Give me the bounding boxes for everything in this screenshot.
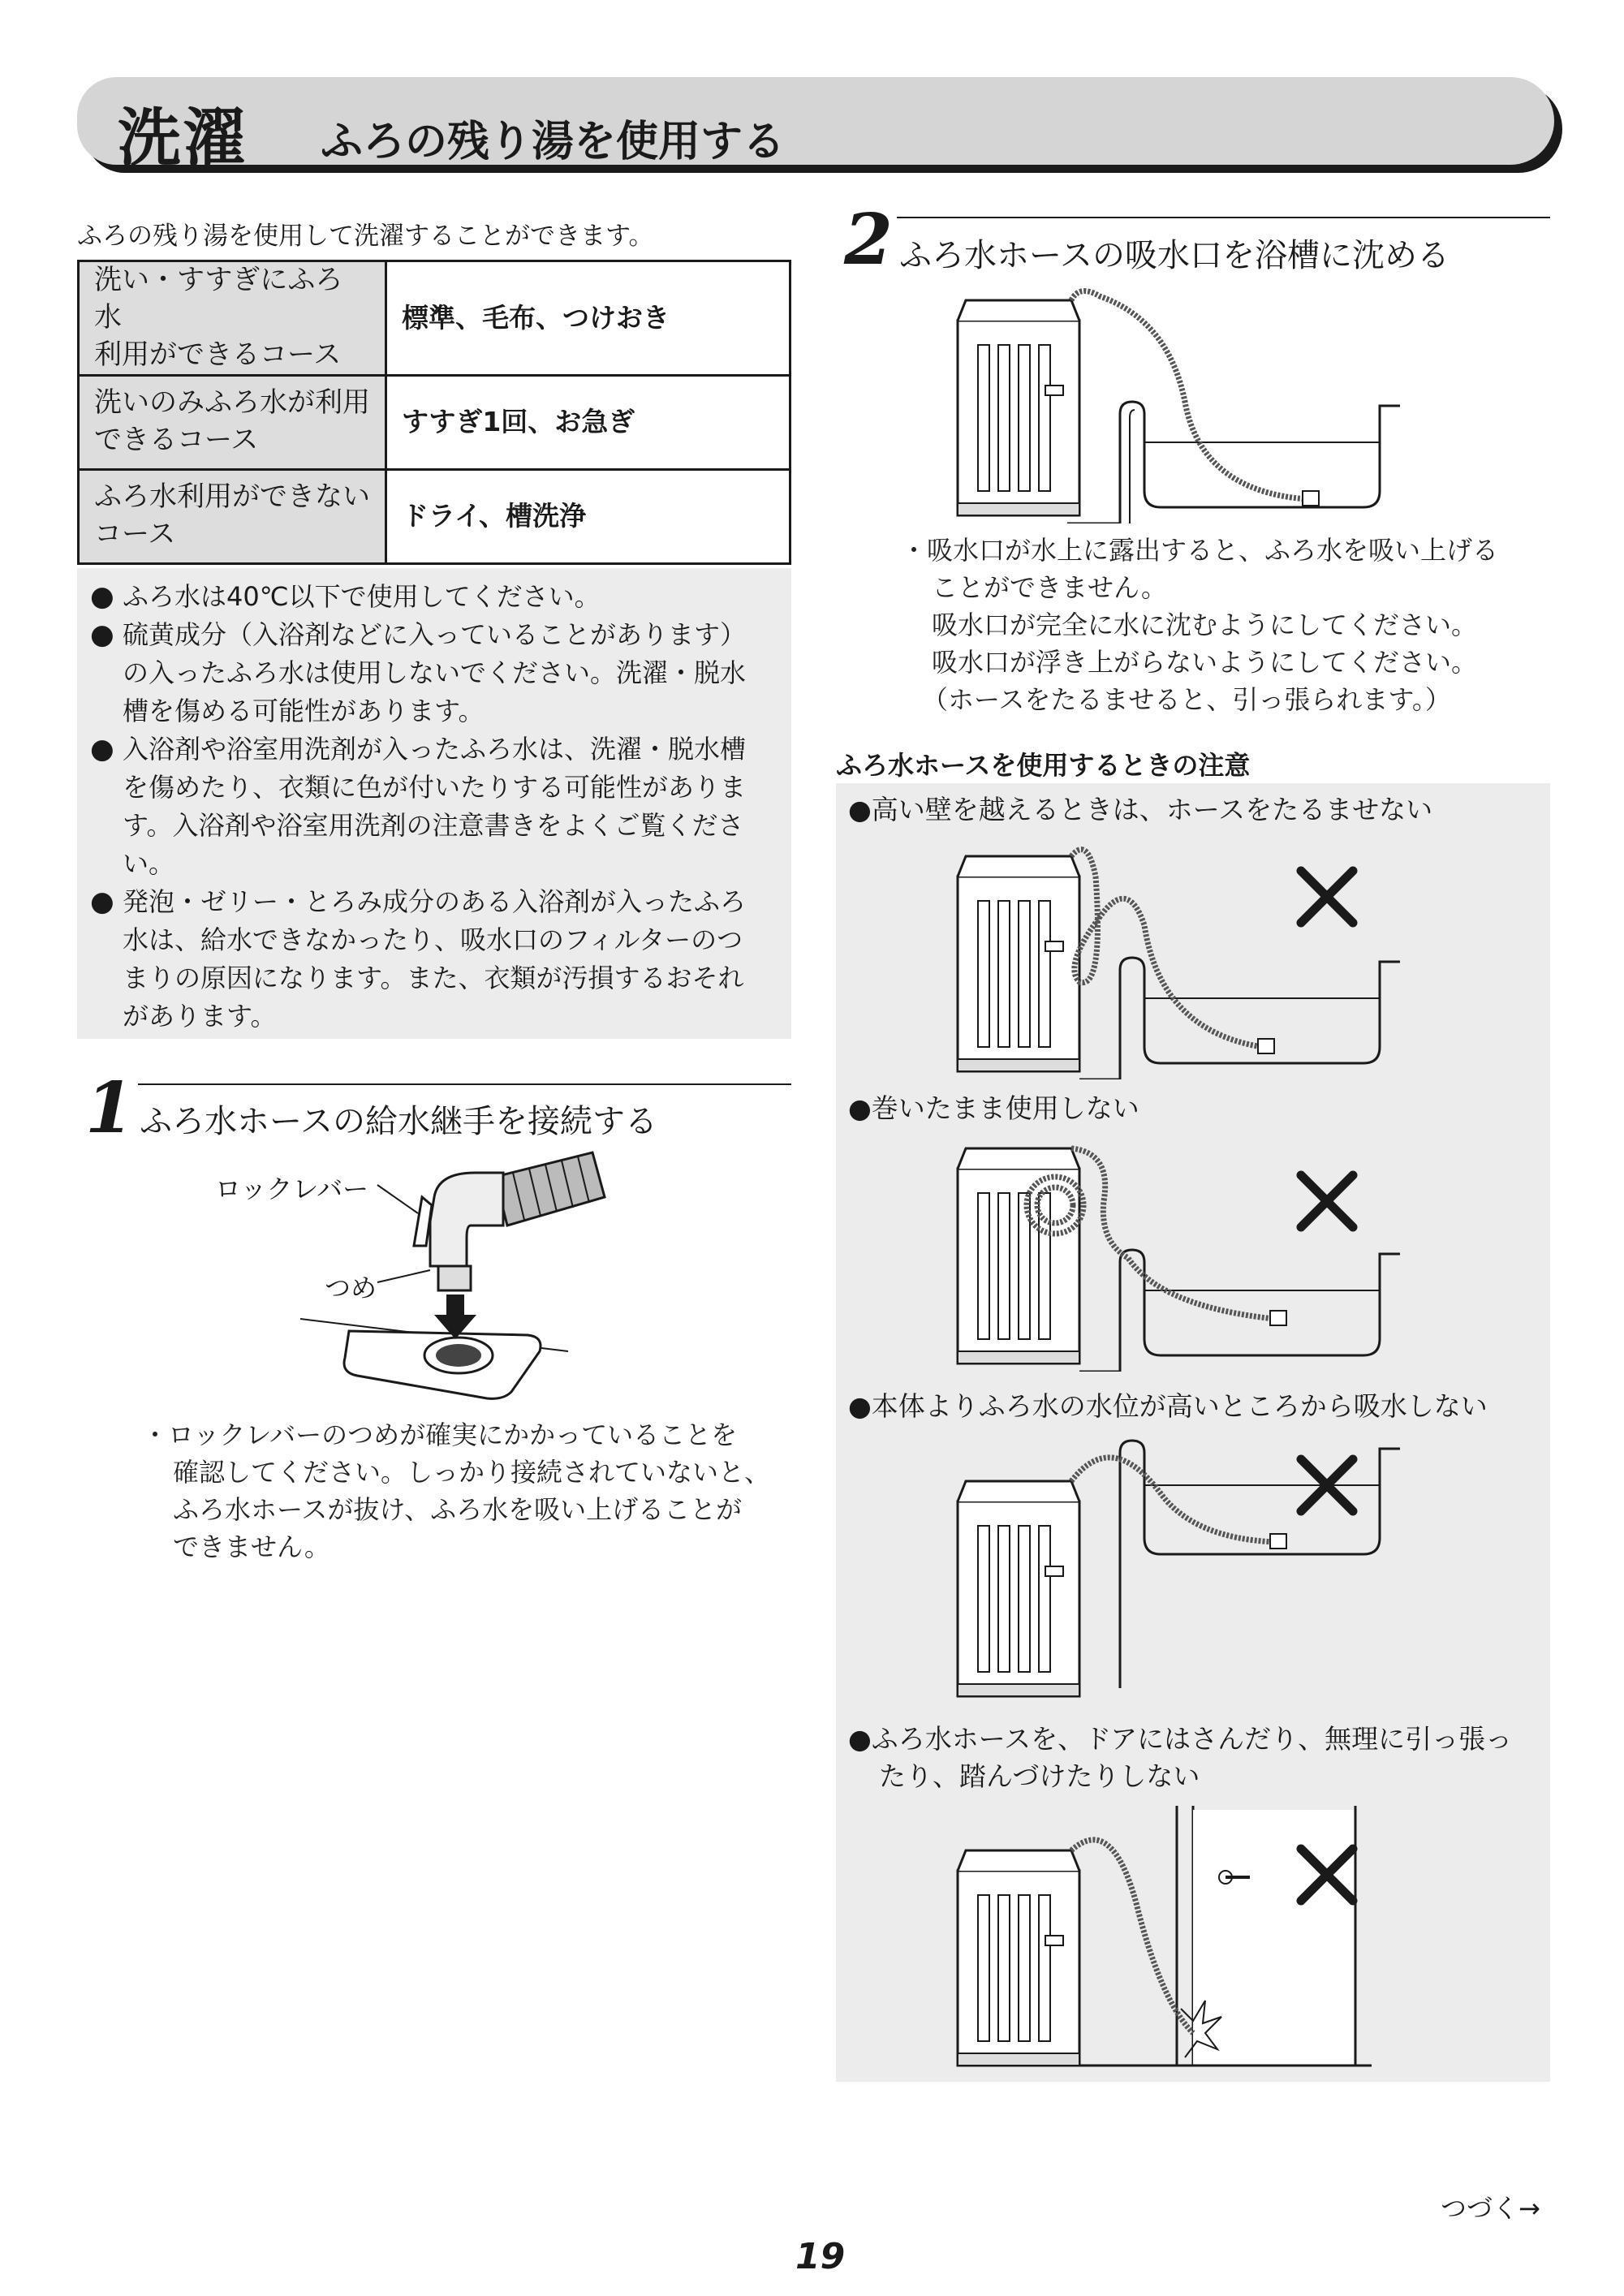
cross-mark-icon [1294, 1842, 1359, 1907]
step-2-note-line: 吸水口が浮き上がらないようにしてください。 [932, 647, 1478, 678]
caution-illustration-4 [950, 1806, 1534, 2074]
lock-lever-label: ロックレバー [215, 1174, 369, 1204]
course-value: ドライ、槽洗浄 [386, 469, 790, 563]
caution-illustration-3 [950, 1437, 1534, 1704]
page-subtitle: ふろの残り湯を使用する [321, 118, 786, 166]
step-1-number: 1 [85, 1067, 134, 1149]
table-row [79, 261, 790, 376]
caution-item-line: ●ふろ水ホースを、ドアにはさんだり、無理に引っ張っ [848, 1723, 1513, 1755]
step-2-note-line: （ホースをたるませると、引っ張られます。） [922, 684, 1451, 715]
note-line: 入浴剤や浴室用洗剤が入ったふろ水は、洗濯・脱水槽 [123, 734, 747, 765]
page-title: 洗濯 [118, 102, 248, 175]
caution-illustration-1 [950, 844, 1534, 1079]
step-1-note-line: 確認してください。しっかり接続されていないと、 [173, 1457, 771, 1488]
note-line: ふろ水は40℃以下で使用してください。 [123, 581, 601, 612]
note-line: 槽を傷める可能性があります。 [123, 696, 485, 726]
step-2-note-line: 吸水口が完全に水に沈むようにしてください。 [932, 610, 1478, 640]
bullet-icon: ● [90, 733, 114, 765]
course-label-line: ふろ水利用ができない [94, 480, 370, 514]
cross-mark-icon [1294, 1169, 1359, 1234]
step-1-note-line: ふろ水ホースが抜け、ふろ水を吸い上げることが [173, 1494, 743, 1525]
bathtub-icon [1067, 402, 1400, 523]
bullet-icon: ● [90, 580, 114, 613]
step-1-note [142, 1416, 791, 1566]
washing-machine-icon [958, 300, 1079, 515]
note-line: の入ったふろ水は使用しないでください。洗濯・脱水 [123, 657, 747, 688]
note-line: 発泡・ゼリー・とろみ成分のある入浴剤が入ったふろ [123, 886, 747, 917]
note-item [90, 578, 778, 616]
step-2-title: ふろ水ホースの吸水口を浴槽に沈める [899, 237, 1450, 274]
bullet-icon: ● [90, 618, 114, 651]
step-1-note-line: ・ロックレバーのつめが確実にかかっていることを [142, 1419, 738, 1450]
note-item [90, 616, 778, 730]
course-table [77, 260, 791, 565]
course-label-line: 利用ができるコース [94, 338, 342, 371]
course-label-line: 洗いのみふろ水が利用 [94, 386, 370, 420]
bullet-icon: ● [90, 885, 114, 918]
caution-heading: ふろ水ホースを使用するときの注意 [836, 750, 1251, 781]
table-row [79, 375, 790, 469]
note-line: があります。 [123, 1001, 277, 1032]
caution-item: ●本体よりふろ水の水位が高いところから吸水しない [848, 1390, 1488, 1422]
step-2-note-line: ・吸水口が水上に露出すると、ふろ水を吸い上げる [901, 535, 1499, 566]
note-line: を傷めたり、衣類に色が付いたりする可能性がありま [123, 772, 747, 803]
table-row [79, 469, 790, 563]
course-label-line: できるコース [94, 424, 259, 457]
note-item [90, 883, 778, 1036]
intake-icon [1303, 491, 1319, 506]
header-banner [77, 77, 1554, 165]
course-value: 標準、毛布、つけおき [386, 261, 790, 376]
note-line: い。 [123, 848, 175, 879]
caution-item: ●高い壁を越えるときは、ホースをたるませない [848, 794, 1433, 825]
cross-mark-icon [1294, 864, 1359, 929]
step-2-note-line: ことができません。 [932, 572, 1167, 603]
note-line: 水は、給水できなかったり、吸水口のフィルターのつ [123, 924, 743, 955]
continue-label: つづく→ [1441, 2193, 1540, 2224]
step-2-note [901, 532, 1550, 718]
cross-mark-icon [1294, 1453, 1359, 1518]
note-line: 硫黄成分（入浴剤などに入っていることがあります） [123, 619, 747, 650]
notes-box [77, 568, 791, 1039]
course-label-line: コース [94, 518, 176, 551]
correct-usage-illustration [950, 288, 1404, 523]
caution-item: ●巻いたまま使用しない [848, 1092, 1139, 1124]
note-line: まりの原因になります。また、衣類が汚損するおそれ [123, 963, 744, 993]
step-2-number: 2 [844, 199, 893, 281]
caution-item [848, 1721, 1512, 1795]
course-label [79, 469, 386, 563]
claw-label: つめ [325, 1273, 377, 1303]
step-2-rule [897, 217, 1550, 218]
intro-text: ふろの残り湯を使用して洗濯することができます。 [77, 222, 654, 251]
course-label [79, 261, 386, 376]
caution-item-line: たり、踏んづけたりしない [879, 1760, 1200, 1792]
caution-illustration-2 [950, 1136, 1534, 1372]
note-item [90, 730, 778, 883]
course-label-line: 洗い・すすぎにふろ水 [94, 264, 343, 334]
step-1-title: ふろ水ホースの給水継手を接続する [140, 1103, 657, 1140]
course-value: すすぎ1回、お急ぎ [386, 375, 790, 469]
step-1-rule [138, 1083, 791, 1085]
note-line: す。入浴剤や浴室用洗剤の注意書きをよくご覧くださ [123, 810, 744, 841]
course-label [79, 375, 386, 469]
page-number: 19 [795, 2236, 846, 2277]
hose-line [1071, 291, 1307, 499]
step-1-note-line: できません。 [173, 1531, 330, 1562]
